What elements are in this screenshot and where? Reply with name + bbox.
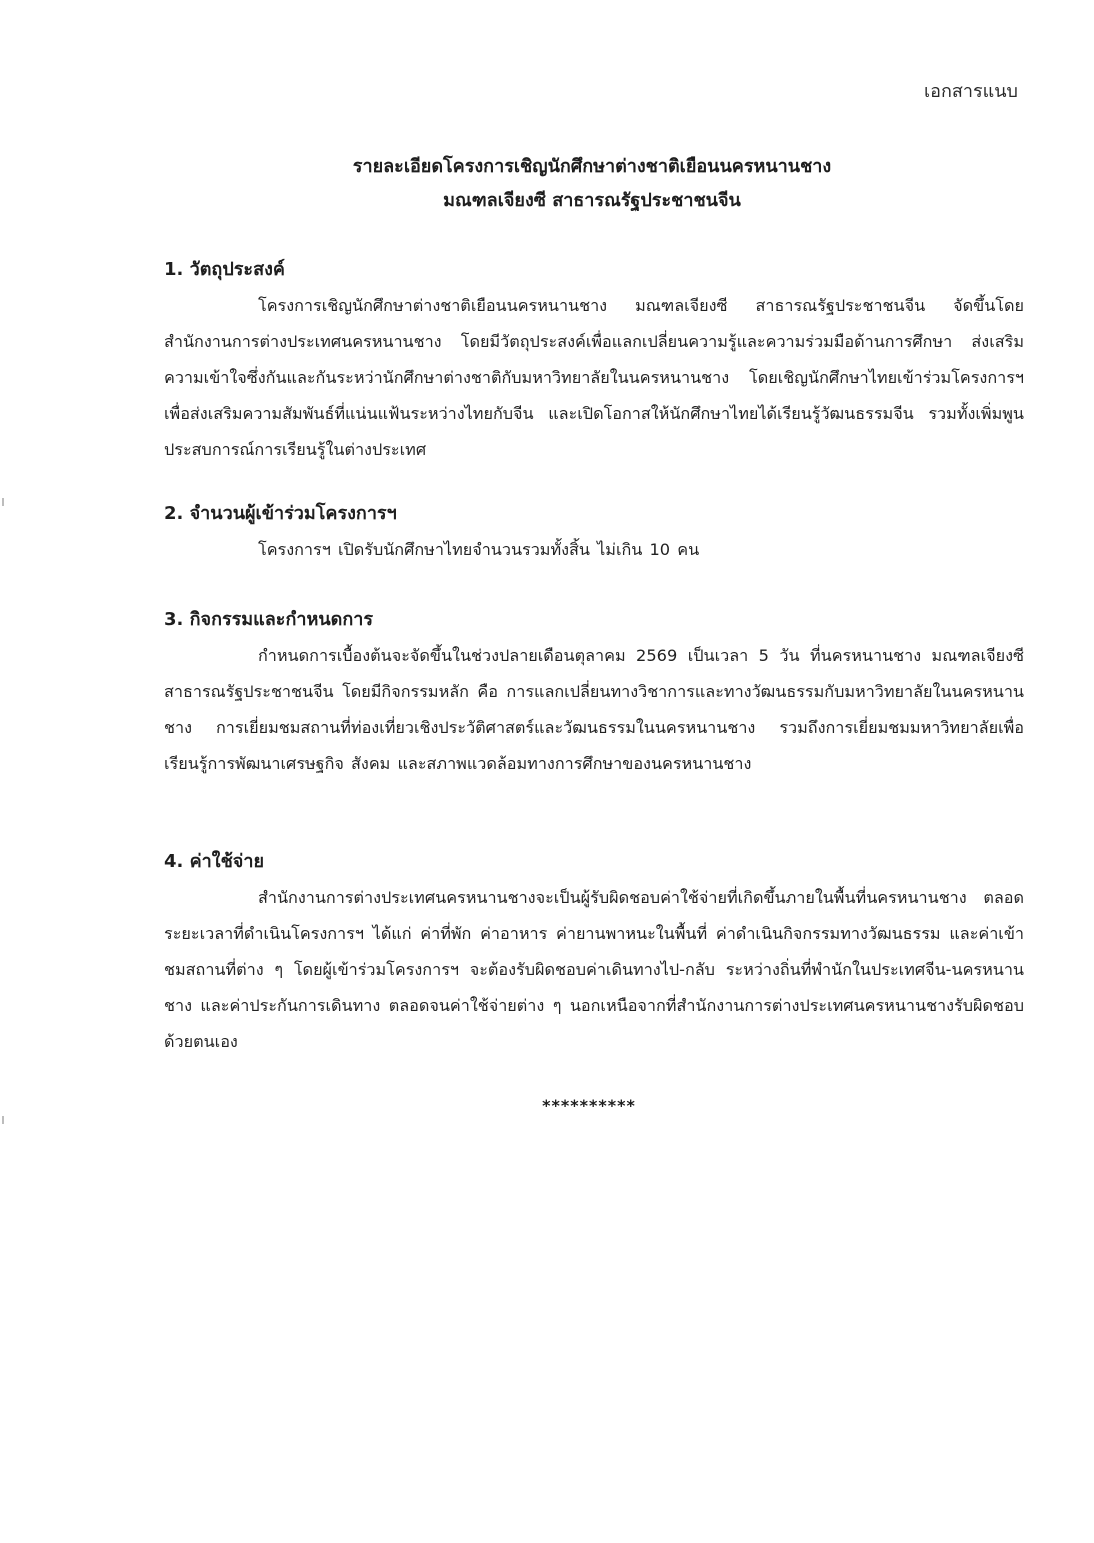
section-body: โครงการฯ เปิดรับนักศึกษาไทยจำนวนรวมทั้งสิ้น ไม่เกิน 10 คน (258, 540, 700, 559)
section-expenses (164, 848, 1024, 1060)
document-title (0, 150, 1094, 218)
section-objectives (164, 256, 1024, 468)
attachment-label: เอกสารแนบ (924, 81, 1018, 102)
section-body: กำหนดการเบื้องต้นจะจัดขึ้นในช่วงปลายเดือนตุลาคม 2569 เป็นเวลา 5 วัน ที่นครหนานชาง มณฑลเจียงซี สาธารณรัฐประชาชนจีน โดยมีกิจกรรมหลัก คือ การแลกเปลี่ยนทางวิชาการและทางวัฒนธรรมกับมหาวิทยาลัยในนครหนานชาง การเยี่ยมชมสถานที่ท่องเที่ยวเชิงประวัติศาสตร์และวัฒนธรรมในนครหนานชาง รวมถึงการเยี่ยมชมมหาวิทยาลัยเพื่อเรียนรู้การพัฒนาเศรษฐกิจ สังคม และสภาพแวดล้อมทางการศึกษาของนครหนานชาง (164, 646, 1024, 773)
scan-artifact (2, 498, 4, 506)
section-heading: 4. ค่าใช้จ่าย (164, 851, 264, 872)
title-line-2: มณฑลเจียงซี สาธารณรัฐประชาชนจีน (443, 190, 741, 211)
section-body: สำนักงานการต่างประเทศนครหนานชางจะเป็นผู้รับผิดชอบค่าใช้จ่ายที่เกิดขึ้นภายในพื้นที่นครหนานชาง ตลอดระยะเวลาที่ดำเนินโครงการฯ ได้แก่ ค่าที่พัก ค่าอาหาร ค่ายานพาหนะในพื้นที่ ค่าดำเนินกิจกรรมทางวัฒนธรรม และค่าเข้าชมสถานที่ต่าง ๆ โดยผู้เข้าร่วมโครงการฯ จะต้องรับผิดชอบค่าเดินทางไป-กลับ ระหว่างถิ่นที่พำนักในประเทศจีน-นครหนานชาง และค่าประกันการเดินทาง ตลอดจนค่าใช้จ่ายต่าง ๆ นอกเหนือจากที่สำนักงานการต่างประเทศนครหนานชางรับผิดชอบด้วยตนเอง (164, 888, 1024, 1051)
section-body: โครงการเชิญนักศึกษาต่างชาติเยือนนครหนานชาง มณฑลเจียงซี สาธารณรัฐประชาชนจีน จัดขึ้นโดยสำนักงานการต่างประเทศนครหนานชาง โดยมีวัตถุประสงค์เพื่อแลกเปลี่ยนความรู้และความร่วมมือด้านการศึกษา ส่งเสริมความเข้าใจซึ่งกันและกันระหว่านักศึกษาต่างชาติกับมหาวิทยาลัยในนครหนานชาง โดยเชิญนักศึกษาไทยเข้าร่วมโครงการฯ เพื่อส่งเสริมความสัมพันธ์ที่แน่นแฟ้นระหว่างไทยกับจีน และเปิดโอกาสให้นักศึกษาไทยได้เรียนรู้วัฒนธรรมจีน รวมทั้งเพิ่มพูนประสบการณ์การเรียนรู้ในต่างประเทศ (164, 296, 1024, 459)
title-line-1: รายละเอียดโครงการเชิญนักศึกษาต่างชาติเยือนนครหนานชาง (352, 156, 832, 177)
section-heading: 2. จำนวนผู้เข้าร่วมโครงการฯ (164, 503, 397, 524)
section-heading: 1. วัตถุประสงค์ (164, 259, 285, 280)
section-participants (164, 500, 1024, 568)
section-activities (164, 606, 1024, 782)
scan-artifact (2, 1116, 4, 1124)
end-of-document-mark: ********** (542, 1096, 636, 1115)
section-heading: 3. กิจกรรมและกำหนดการ (164, 609, 374, 630)
